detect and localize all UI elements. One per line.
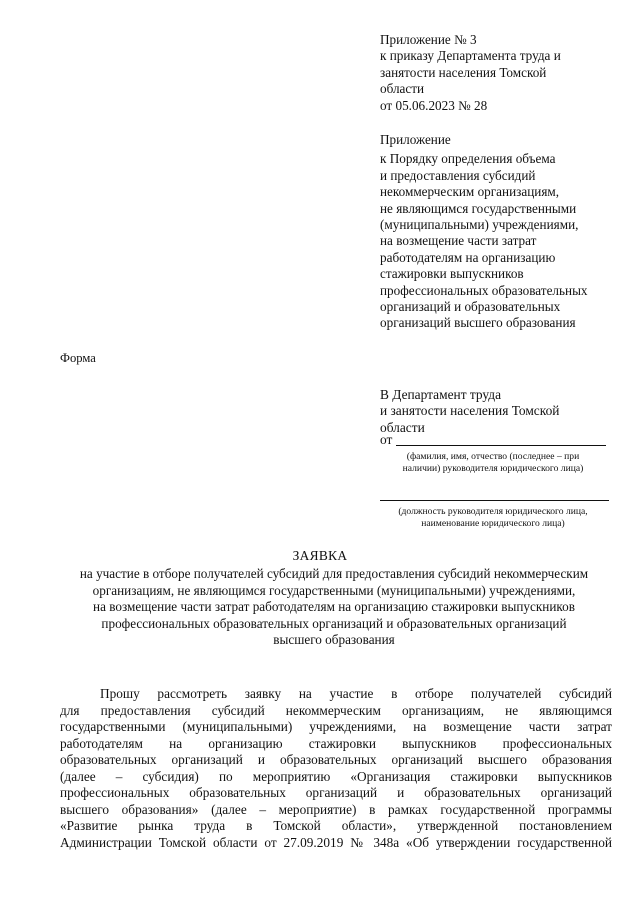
document-subtitle — [40, 566, 628, 649]
addressee-line: области — [380, 419, 425, 435]
appendix-line: стажировки выпускников — [380, 266, 524, 282]
position-note-line: наименование юридического лица) — [421, 518, 565, 530]
appendix-line: (муниципальными) учреждениями, — [380, 217, 579, 233]
position-note-line: (должность руководителя юридического лица, — [398, 506, 588, 517]
subtitle-line: на участие в отборе получателей субсидий для предоставления субсидий некоммерческим — [79, 566, 589, 581]
from-fill-line — [396, 445, 606, 446]
addressee-line: В Департамент труда — [380, 387, 502, 402]
subtitle-line: организациям, не являющимся государственными (муниципальными) учреждениями, — [92, 582, 576, 598]
from-label: от — [380, 432, 393, 447]
appendix-line: организаций высшего образования — [380, 315, 576, 331]
body-line: для предоставления субсидий некоммерческим организациям, не являющимся — [60, 702, 612, 718]
form-label: Форма — [60, 351, 96, 365]
appendix-header — [380, 132, 588, 332]
position-note — [380, 506, 606, 531]
appendix-line: к Порядку определения объема — [380, 151, 556, 167]
appendix-3-line: Приложение № 3 — [380, 32, 477, 47]
appendix-line: профессиональных образовательных — [380, 282, 588, 298]
appendix-3-line: от 05.06.2023 № 28 — [380, 97, 488, 113]
body-line: «Развитие рынка труда в Томской области», утвержденной постановлением — [60, 818, 612, 833]
addressee-line: и занятости населения Томской — [380, 403, 560, 419]
subtitle-line: на возмещение части затрат работодателям на организацию стажировки выпускников — [93, 599, 575, 615]
body-line: Администрации Томской области от 27.09.2019 № 348а «Об утверждении государственной — [60, 834, 612, 850]
appendix-line: организаций и образовательных — [380, 299, 561, 315]
addressee-block — [380, 387, 559, 436]
fio-note-line: (фамилия, имя, отчество (последнее – при — [406, 451, 580, 462]
appendix-line: не являющимся государственными — [380, 200, 577, 216]
subtitle-line: высшего образования — [273, 632, 395, 648]
body-line: высшего образования» (далее – мероприятие) в рамках государственной программы — [60, 801, 612, 817]
subtitle-line: профессиональных образовательных организаций и образовательных организаций — [101, 615, 567, 631]
appendix-3-line: к приказу Департамента труда и — [380, 48, 561, 64]
body-line: государственными (муниципальными) учреждениями, на возмещение части затрат — [60, 719, 612, 734]
body-line: Прошу рассмотреть заявку на участие в отборе получателей субсидий — [100, 686, 612, 701]
document-title: ЗАЯВКА — [292, 548, 348, 563]
appendix-line: на возмещение части затрат — [380, 233, 537, 249]
fio-note — [380, 451, 606, 476]
position-fill-line — [380, 500, 609, 501]
appendix-3-header — [380, 32, 561, 114]
from-field — [380, 432, 606, 448]
body-line: работодателям на организацию стажировки выпускников профессиональных — [60, 735, 612, 751]
body-line: профессиональных образовательных организаций и образовательных организаций — [60, 785, 612, 800]
fio-note-line: наличии) руководителя юридического лица) — [402, 463, 584, 475]
body-paragraph — [60, 686, 612, 851]
appendix-line: работодателям на организацию — [380, 249, 556, 265]
appendix-3-line: занятости населения Томской — [380, 64, 547, 80]
body-line: образовательных организаций и образовательных организаций высшего образования — [60, 752, 612, 767]
body-line: (далее – субсидия) по мероприятию «Организация стажировки выпускников — [60, 768, 612, 784]
appendix-line: Приложение — [380, 132, 451, 147]
appendix-3-line: области — [380, 81, 425, 97]
appendix-line: и предоставления субсидий — [380, 167, 536, 183]
appendix-line: некоммерческим организациям, — [380, 184, 560, 200]
